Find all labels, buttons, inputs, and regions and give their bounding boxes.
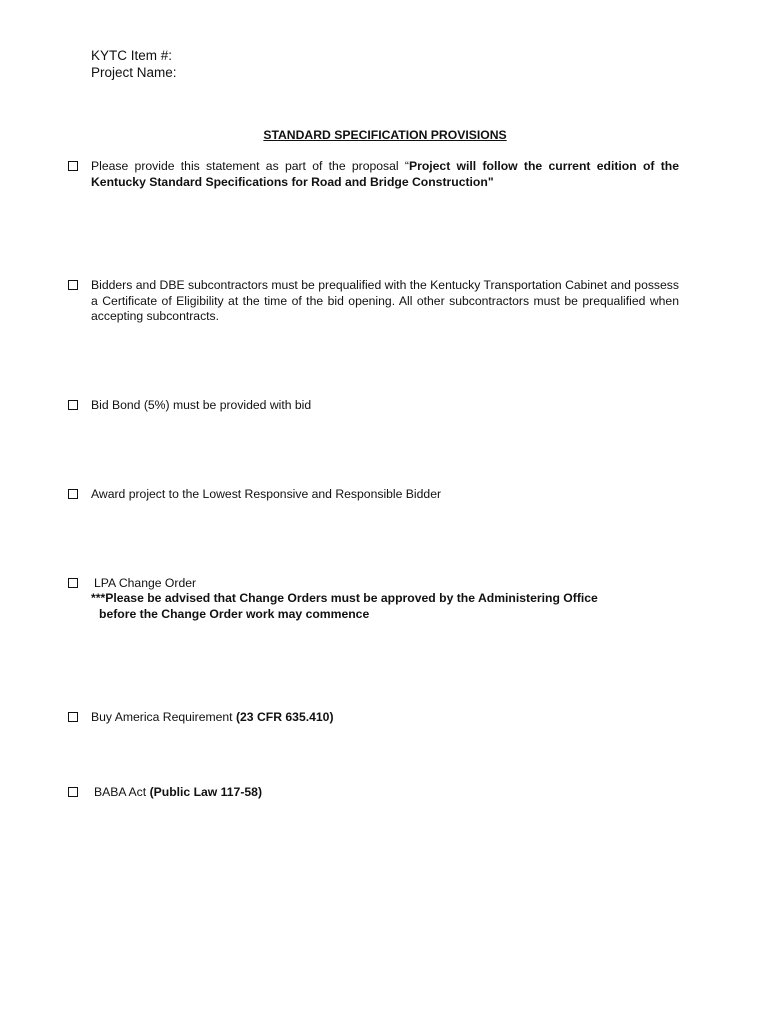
provision-text bbox=[94, 785, 682, 801]
provision-checkbox[interactable] bbox=[68, 161, 78, 171]
kytc-item-label: KYTC Item #: bbox=[91, 48, 173, 63]
provision-text bbox=[91, 710, 679, 726]
provision-checkbox[interactable] bbox=[68, 489, 78, 499]
provision-text-regular: Buy America Requirement bbox=[91, 710, 236, 724]
change-order-note-line1: ***Please be advised that Change Orders must be approved by the Administering Office bbox=[91, 591, 598, 605]
provision-text: Bid Bond (5%) must be provided with bid bbox=[91, 398, 312, 412]
provision-checkbox[interactable] bbox=[68, 712, 78, 722]
provision-checkbox[interactable] bbox=[68, 400, 78, 410]
provision-text-bold: (Public Law 117-58) bbox=[149, 785, 262, 799]
provision-text: Bidders and DBE subcontractors must be prequalified with the Kentucky Transportation Cabinet and possess a Certificate of Eligibility at the time of the bid opening. All other subcontractors must be prequalified when accepting subcontracts. bbox=[91, 278, 679, 323]
provision-text-bold: (23 CFR 635.410) bbox=[235, 710, 334, 724]
provision-text-regular: Please provide this statement as part of the proposal “ bbox=[91, 159, 409, 173]
change-order-note-line2: before the Change Order work may commence bbox=[99, 606, 370, 621]
provision-text-bold: Project will follow the current edition of the Kentucky Standard Specifications for Road and Bridge Construction" bbox=[91, 159, 680, 189]
project-name-label: Project Name: bbox=[91, 65, 177, 80]
provision-checkbox[interactable] bbox=[68, 578, 78, 588]
provision-text-regular: BABA Act bbox=[94, 785, 150, 799]
change-order-note bbox=[91, 591, 691, 622]
provision-text: Award project to the Lowest Responsive and Responsible Bidder bbox=[91, 487, 442, 501]
provision-text bbox=[91, 159, 679, 190]
provision-text: LPA Change Order bbox=[94, 576, 197, 590]
section-title: STANDARD SPECIFICATION PROVISIONS bbox=[263, 128, 507, 142]
provision-checkbox[interactable] bbox=[68, 280, 78, 290]
provision-checkbox[interactable] bbox=[68, 787, 78, 797]
document-header bbox=[91, 47, 177, 81]
